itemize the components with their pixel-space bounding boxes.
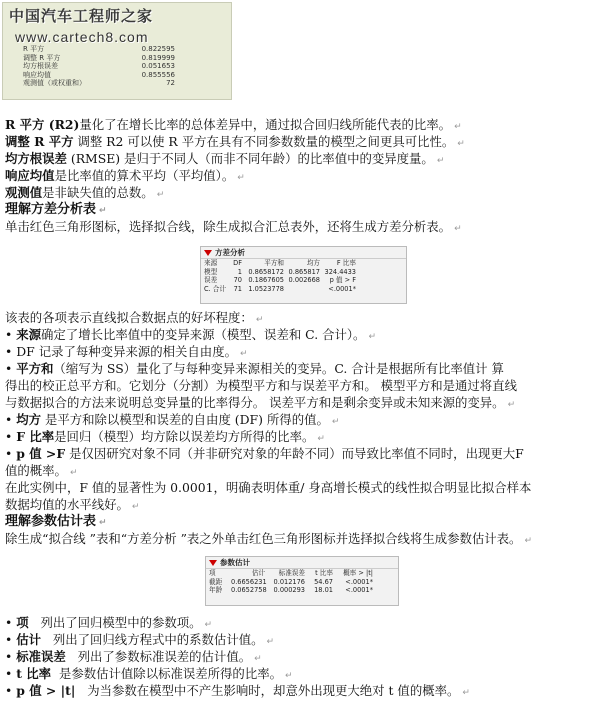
table-row: R 平方 0.822595 [23,45,175,53]
anova-intro: 单击红色三角形图标，选择拟合线，除生成拟合汇总表外，还将生成方差分析表。 ↵ [5,219,462,234]
table-row: 均方根误差 0.051653 [23,62,175,70]
anova-bullet-p: • p 值 >F 是仅因研究对象不同（并非研究对象的年龄不同）而导致比率值不同时，出现更大F [5,446,524,461]
adjusted-r2-definition: 调整 R 平方 调整 R2 可以使 R 平方在具有不同参数数量的模型之间更具可比性。 ↵ [5,134,465,149]
rmse-definition: 均方根误差 (RMSE) 是归于不同人（而非不同年龄）的比率值中的变异度量。 ↵ [5,151,445,166]
example-line1: 在此实例中，F 值的显著性为 0.0001，明确表明体重/ 身高增长模式的线性拟合明显比拟合样本 [5,480,532,495]
table-row: 误差 70 0.1867605 0.002668 p 值 > F [204,276,356,284]
anova-table-title: 方差分析 [215,248,245,257]
parameter-estimates-table [205,556,399,606]
table-row: 调整 R 平方 0.819999 [23,53,175,62]
params-table-title: 参数估计 [220,558,250,567]
anova-bullet-ss: • 平方和（缩写为 SS）量化了与每种变异来源相关的变异。C. 合计是根据所有比率值计 算 [5,361,504,376]
fit-summary-table [23,45,223,88]
table-row: 年龄 0.0652758 0.000293 18.01 <.0001* [209,586,373,594]
anova-bullet-ss-line3: 与数据拟合的方法来说明总变异量的比率得分。 误差平方和是剩余变异或未知来源的变异。 ↵ [5,395,516,410]
anova-para: 该表的各项表示直线拟合数据点的好坏程度： ↵ [5,310,264,325]
anova-table [200,246,407,304]
table-header-row: 项 估计 标准误差 t 比率 概率 > |t| [209,569,373,577]
fit-summary-screenshot [2,2,232,100]
params-bullet-stderr: • 标准误差 列出了参数标准误差的估计值。 ↵ [5,649,262,664]
anova-bullet-ss-line2: 得出的校正总平方和。它划分（分割）为模型平方和与误差平方和。 模型平方和是通过将直线 [5,378,517,393]
params-bullet-pvalue: • p 值 > |t| 为当参数在模型中不产生影响时，却意外出现更大绝对 t 值的概率。 ↵ [5,683,470,698]
params-heading: 理解参数估计表 ↵ [5,514,107,529]
red-triangle-icon[interactable] [209,560,217,566]
anova-bullet-ms: • 均方 是平方和除以模型和误差的自由度 (DF) 所得的值。 ↵ [5,412,340,427]
table-row: 截距 0.6656231 0.012176 54.67 <.0001* [209,577,373,586]
params-bullet-estimate: • 估计 列出了回归线方程式中的系数估计值。 ↵ [5,632,275,647]
params-bullet-term: • 项 列出了回归模型中的参数项。 ↵ [5,615,213,630]
params-intro: 除生成“拟合线 ”表和“方差分析 ”表之外单击红色三角形图标并选择拟合线将生成参数估计表。 ↵ [5,531,532,546]
table-row: C. 合计 71 1.0523778 <.0001* [204,284,356,293]
r2-definition: R 平方 (R2)量化了在增长比率的总体差异中，通过拟合回归线所能代表的比率。 ↵ [5,117,462,132]
anova-bullet-df: • DF 记录了每种变异来源的相关自由度。 ↵ [5,344,248,359]
watermark-title: 中国汽车工程师之家 [9,7,154,25]
observations-definition: 观测值是非缺失值的总数。 ↵ [5,185,165,200]
watermark-url: www.cartech8.com [15,29,149,45]
return-mark: ↵ [454,122,462,132]
example-line2: 数据均值的水平线好。 ↵ [5,497,140,512]
params-bullet-tratio: • t 比率 是参数估计值除以标准误差所得的比率。 ↵ [5,666,293,681]
table-row: 观测值（或权重和） 72 [23,79,175,87]
mean-response-definition: 响应均值是比率值的算术平均（平均值）。 ↵ [5,168,245,183]
table-row: 响应均值 0.855556 [23,70,175,79]
red-triangle-icon[interactable] [204,250,212,256]
anova-heading: 理解方差分析表 ↵ [5,202,107,217]
anova-bullet-source: • 来源确定了增长比率值中的变异来源（模型、误差和 C. 合计）。 ↵ [5,327,376,342]
anova-bullet-f: • F 比率是回归（模型）均方除以误差均方所得的比率。 ↵ [5,429,325,444]
table-row: 模型 1 0.8658172 0.865817 324.4433 [204,267,356,276]
anova-bullet-p-line2: 值的概率。 ↵ [5,463,78,478]
table-header-row: 来源 DF 平方和 均方 F 比率 [204,259,356,267]
